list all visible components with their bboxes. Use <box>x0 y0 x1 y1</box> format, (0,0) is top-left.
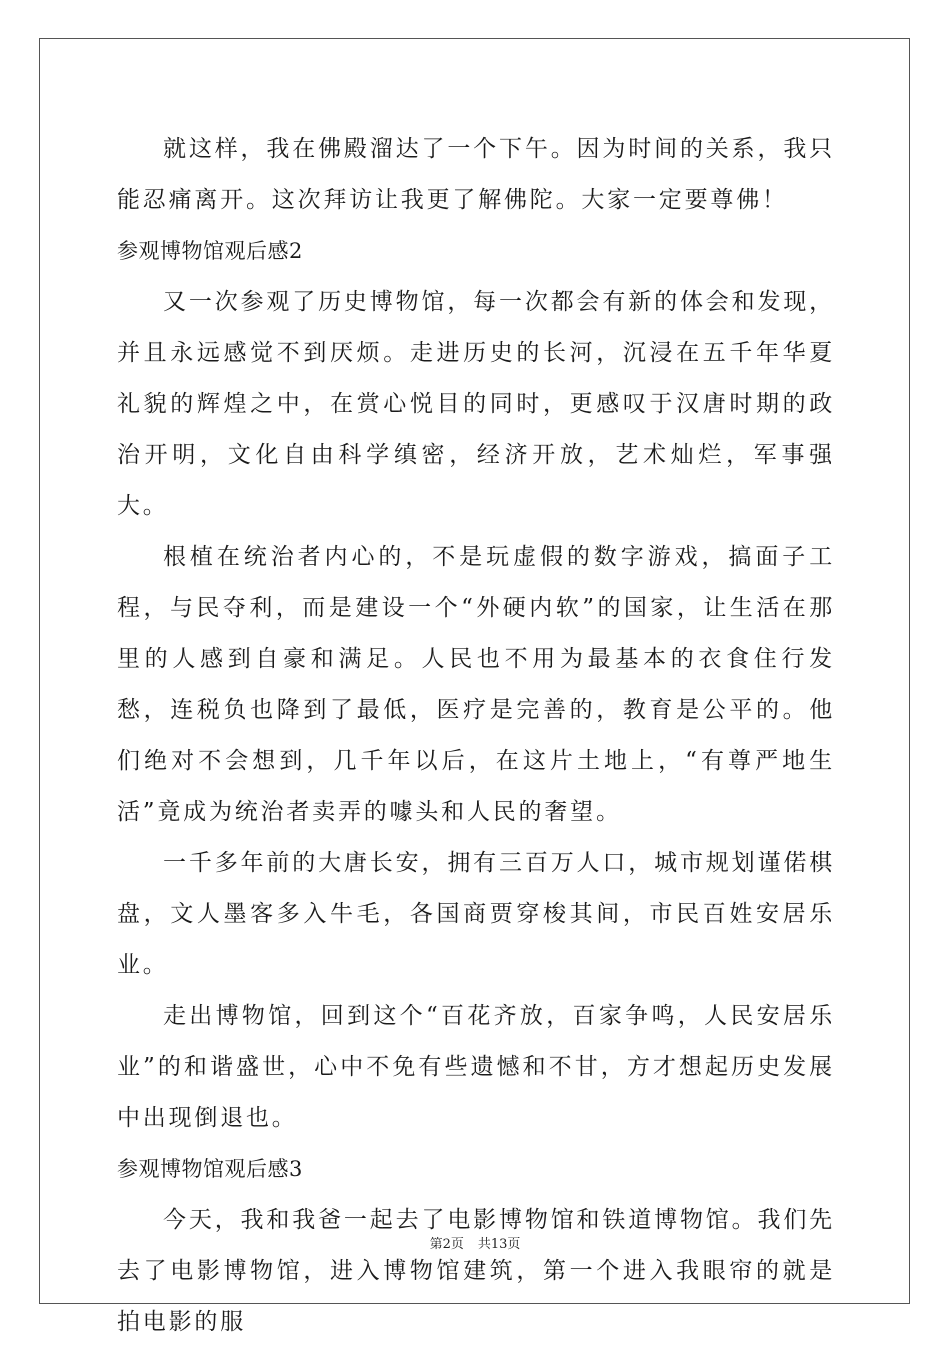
paragraph: 又一次参观了历史博物馆，每一次都会有新的体会和发现，并且永远感觉不到厌烦。走进历史的长河，沉浸在五千年华夏礼貌的辉煌之中，在赏心悦目的同时，更感叹于汉唐时期的政治开明，文化自由科学缜密，经济开放，艺术灿烂，军事强大。 <box>117 289 835 519</box>
page-total: 共13页 <box>477 1237 521 1252</box>
document-body <box>117 124 835 1348</box>
section-heading: 参观博物馆观后感2 <box>117 239 303 263</box>
page-footer <box>0 1236 950 1254</box>
paragraph: 今天，我和我爸一起去了电影博物馆和铁道博物馆。我们先去了电影博物馆，进入博物馆建筑，第一个进入我眼帘的就是拍电影的服 <box>117 1207 835 1335</box>
paragraph: 一千多年前的大唐长安，拥有三百万人口，城市规划谨偌棋盘，文人墨客多入牛毛，各国商贾穿梭其间，市民百姓安居乐业。 <box>117 850 835 978</box>
paragraph: 就这样，我在佛殿溜达了一个下午。因为时间的关系，我只能忍痛离开。这次拜访让我更了解佛陀。大家一定要尊佛！ <box>117 136 835 213</box>
section-heading: 参观博物馆观后感3 <box>117 1157 303 1181</box>
paragraph: 走出博物馆，回到这个“百花齐放，百家争鸣，人民安居乐业”的和谐盛世，心中不免有些遗憾和不甘，方才想起历史发展中出现倒退也。 <box>117 1003 835 1131</box>
paragraph: 根植在统治者内心的，不是玩虚假的数字游戏，搞面子工程，与民夺利，而是建设一个“外硬内软”的国家，让生活在那里的人感到自豪和满足。人民也不用为最基本的衣食住行发愁，连税负也降到了最低，医疗是完善的，教育是公平的。他们绝对不会想到，几千年以后，在这片土地上，“有尊严地生活”竟成为统治者卖弄的噱头和人民的奢望。 <box>117 544 835 825</box>
page-number: 第2页 <box>429 1237 464 1252</box>
